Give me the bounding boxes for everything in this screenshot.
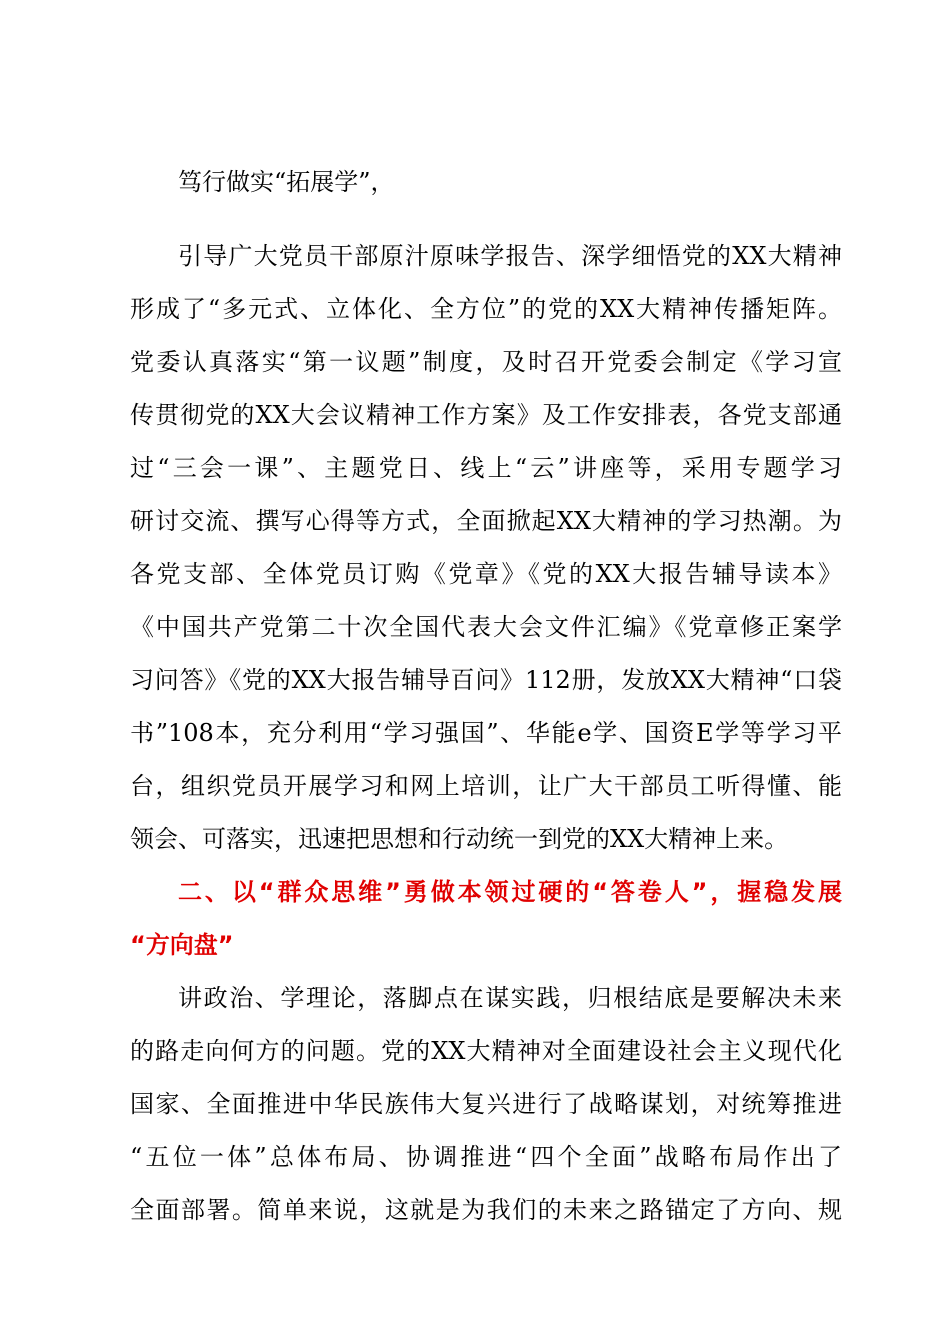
paragraph-line: 国家、全面推进中华民族伟大复兴进行了战略谋划，对统筹推进 — [130, 1090, 842, 1118]
paragraph-line: 领会、可落实，迅速把思想和行动统一到党的XX大精神上来。 — [130, 825, 789, 853]
paragraph-line: 《中国共产党第二十次全国代表大会文件汇编》《党章修正案学 — [130, 613, 842, 641]
paragraph-line: 台，组织党员开展学习和网上培训，让广大干部员工听得懂、能 — [130, 772, 842, 800]
paragraph-line: 笃行做实“拓展学”， — [178, 168, 395, 196]
paragraph-line: 引导广大党员干部原汁原味学报告、深学细悟党的XX大精神 — [178, 242, 842, 270]
section-heading: 二、以“群众思维”勇做本领过硬的“答卷人”，握稳发展 — [178, 878, 842, 906]
paragraph-line: 研讨交流、撰写心得等方式，全面掀起XX大精神的学习热潮。为 — [130, 507, 842, 535]
paragraph-line: 习问答》《党的XX大报告辅导百问》112册，发放XX大精神“口袋 — [130, 666, 842, 694]
paragraph-line: 的路走向何方的问题。党的XX大精神对全面建设社会主义现代化 — [130, 1037, 842, 1065]
paragraph-line: 传贯彻党的XX大会议精神工作方案》及工作安排表，各党支部通 — [130, 401, 842, 429]
paragraph-line: 党委认真落实“第一议题”制度，及时召开党委会制定《学习宣 — [130, 348, 842, 376]
paragraph-line: 各党支部、全体党员订购《党章》《党的XX大报告辅导读本》 — [130, 560, 842, 588]
paragraph-line: 全面部署。简单来说，这就是为我们的未来之路锚定了方向、规 — [130, 1196, 842, 1224]
section-heading: “方向盘” — [130, 931, 234, 959]
paragraph-line: 书”108本，充分利用“学习强国”、华能e学、国资E学等学习平 — [130, 719, 842, 747]
paragraph-line: 形成了“多元式、立体化、全方位”的党的XX大精神传播矩阵。 — [130, 295, 842, 323]
paragraph-line: 讲政治、学理论，落脚点在谋实践，归根结底是要解决未来 — [178, 984, 842, 1012]
paragraph-line: “五位一体”总体布局、协调推进“四个全面”战略布局作出了 — [130, 1143, 842, 1171]
paragraph-line: 过“三会一课”、主题党日、线上“云”讲座等，采用专题学习 — [130, 454, 842, 482]
